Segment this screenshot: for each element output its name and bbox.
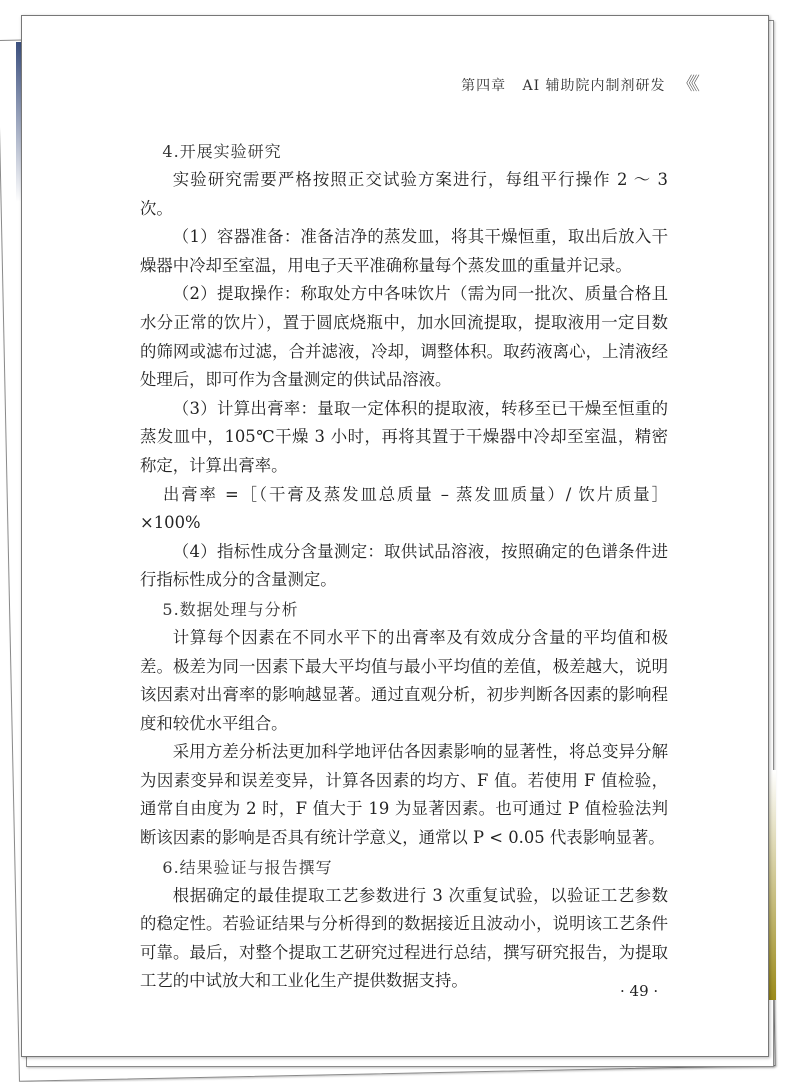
running-header xyxy=(461,70,696,96)
paragraph: （3）计算出膏率：量取一定体积的提取液，转移至已干燥至恒重的蒸发皿中，105℃干燥 3 小时，再将其置于干燥器中冷却至室温，精密称定，计算出膏率。 xyxy=(140,398,668,475)
section-heading: 4.开展实验研究 xyxy=(162,142,282,161)
paragraph: 采用方差分析法更加科学地评估各因素影响的显著性，将总变异分解为因素变异和误差变异，计算各因素的均方、F 值。若使用 F 值检验，通常自由度为 2 时，F 值大于 19 为显著因素。也可通过 P 值检验法判断该因素的影响是否具有统计学意义，通常以 P < 0.05 代表影响显著。 xyxy=(140,742,668,848)
page-body xyxy=(140,137,668,996)
double-chevron-icon: 《《 xyxy=(677,74,696,95)
page-number: · 49 · xyxy=(620,982,659,1000)
paragraph: （4）指标性成分含量测定：取供试品溶液，按照确定的色谱条件进行指标性成分的含量测定。 xyxy=(140,541,668,590)
paragraph: （2）提取操作：称取处方中各味饮片（需为同一批次、质量合格且水分正常的饮片），置于圆底烧瓶中，加水回流提取，提取液用一定目数的筛网或滤布过滤，合并滤液，冷却，调整体积。取药液离心，上清液经处理后，即可作为含量测定的供试品溶液。 xyxy=(140,284,668,390)
chapter-label: 第四章 xyxy=(461,78,507,94)
paragraph: 实验研究需要严格按照正交试验方案进行，每组平行操作 2 ～ 3 次。 xyxy=(140,170,668,218)
paragraph: （1）容器准备：准备洁净的蒸发皿，将其干燥恒重，取出后放入干燥器中冷却至室温，用电子天平准确称量每个蒸发皿的重量并记录。 xyxy=(140,227,668,275)
paragraph: 根据确定的最佳提取工艺参数进行 3 次重复试验，以验证工艺参数的稳定性。若验证结果与分析得到的数据接近且波动小，说明该工艺条件可靠。最后，对整个提取工艺研究过程进行总结，撰写研究报告，为提取工艺的中试放大和工业化生产提供数据支持。 xyxy=(140,885,668,991)
paragraph: 计算每个因素在不同水平下的出膏率及有效成分含量的平均值和极差。极差为同一因素下最大平均值与最小平均值的差值，极差越大，说明该因素对出膏率的影响越显著。通过直观分析，初步判断各因素的影响程度和较优水平组合。 xyxy=(140,627,668,733)
section-heading: 5.数据处理与分析 xyxy=(162,599,299,619)
cover-edge xyxy=(768,770,776,1000)
formula: 出膏率 =［（干膏及蒸发皿总质量 – 蒸发皿质量）/ 饮片质量］×100% xyxy=(140,484,668,533)
chapter-title: AI 辅助院内制剂研发 xyxy=(522,78,666,94)
section-heading: 6.结果验证与报告撰写 xyxy=(162,857,333,877)
